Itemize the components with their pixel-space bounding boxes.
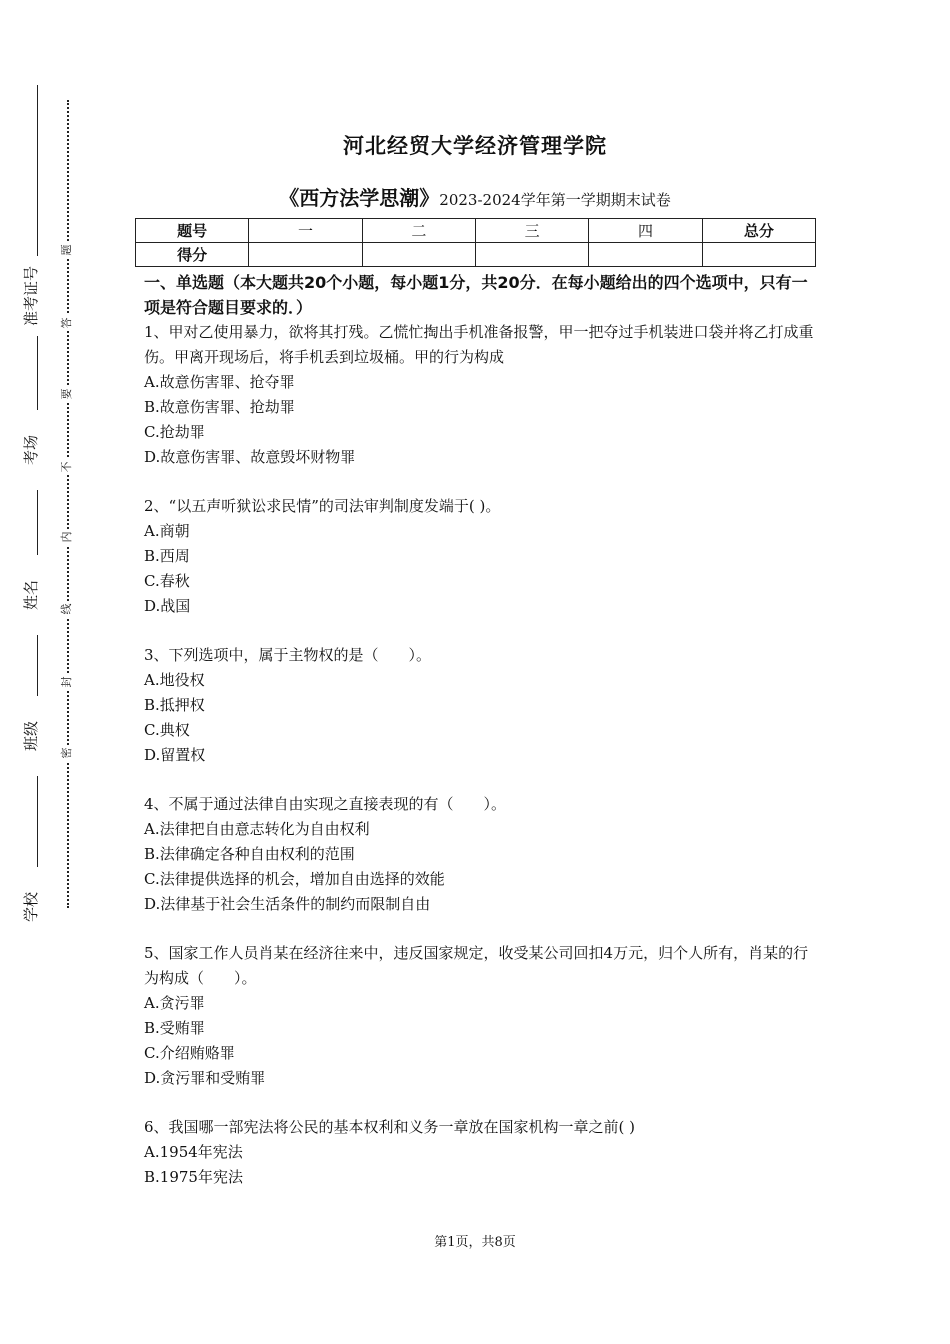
question-option: D.法律基于社会生活条件的制约而限制自由 [144, 895, 431, 913]
question-option: A.1954年宪法 [144, 1143, 243, 1161]
class-label: 班级 [22, 696, 40, 776]
score-cell [249, 243, 362, 267]
score-cell [362, 243, 475, 267]
question-option: B.法律确定各种自由权利的范围 [144, 845, 355, 863]
score-cell [475, 243, 588, 267]
question-1 [144, 320, 816, 470]
seal-char: 不 [60, 459, 74, 475]
binding-margin [0, 0, 100, 1344]
seal-char: 题 [60, 242, 74, 258]
question-option: D.留置权 [144, 746, 206, 764]
score-table [135, 218, 816, 267]
question-option: B.抵押权 [144, 696, 205, 714]
question-stem: 1、甲对乙使用暴力，欲将其打残。乙慌忙掏出手机准备报警，甲一把夺过手机装进口袋并将乙打成重伤。甲离开现场后，将手机丢到垃圾桶。甲的行为构成 [144, 323, 814, 366]
course-name: 《西方法学思潮》 [279, 186, 440, 210]
exam-number-label: 准考证号 [22, 256, 40, 336]
question-option: A.故意伤害罪、抢夺罪 [144, 373, 295, 391]
seal-char: 要 [60, 386, 74, 402]
seal-char: 密 [60, 745, 74, 761]
score-cell: 一 [249, 219, 362, 243]
score-table-score-row [136, 243, 816, 267]
seal-char: 内 [60, 529, 74, 545]
question-stem: 4、不属于通过法律自由实现之直接表现的有（ ）。 [144, 795, 507, 813]
score-cell [702, 243, 815, 267]
question-option: D.贪污罪和受贿罪 [144, 1069, 266, 1087]
question-option: D.战国 [144, 597, 191, 615]
score-cell: 得分 [136, 243, 249, 267]
score-cell [589, 243, 702, 267]
seal-char: 线 [60, 601, 74, 617]
score-cell: 四 [589, 219, 702, 243]
question-option: D.故意伤害罪、故意毁坏财物罪 [144, 448, 356, 466]
name-label: 姓名 [22, 555, 40, 635]
question-option: A.商朝 [144, 522, 190, 540]
page-number: 第1页，共8页 [434, 1235, 516, 1250]
question-option: B.1975年宪法 [144, 1168, 243, 1186]
question-content [144, 270, 816, 1214]
question-option: A.贪污罪 [144, 994, 205, 1012]
seal-char: 答 [60, 315, 74, 331]
question-stem: 6、我国哪一部宪法将公民的基本权利和义务一章放在国家机构一章之前( ) [144, 1118, 636, 1136]
exam-subtitle [140, 182, 810, 211]
question-option: C.抢劫罪 [144, 423, 205, 441]
exam-info: 2023-2024学年第一学期期末试卷 [439, 191, 671, 209]
school-label: 学校 [22, 867, 40, 947]
question-3 [144, 643, 816, 768]
seal-char: 封 [60, 674, 74, 690]
score-cell: 三 [475, 219, 588, 243]
question-4 [144, 792, 816, 917]
question-option: B.西周 [144, 547, 190, 565]
binding-dotted-line [67, 100, 69, 908]
question-option: B.受贿罪 [144, 1019, 205, 1037]
question-2 [144, 494, 816, 619]
question-option: C.法律提供选择的机会，增加自由选择的效能 [144, 870, 445, 888]
question-option: A.地役权 [144, 671, 205, 689]
exam-room-label: 考场 [22, 410, 40, 490]
question-5 [144, 941, 816, 1091]
question-option: C.春秋 [144, 572, 190, 590]
question-option: A.法律把自由意志转化为自由权利 [144, 820, 370, 838]
question-option: C.介绍贿赂罪 [144, 1044, 235, 1062]
binding-solid-line [37, 85, 38, 920]
score-cell: 题号 [136, 219, 249, 243]
question-stem: 2、“以五声听狱讼求民情”的司法审判制度发端于( )。 [144, 497, 501, 515]
section-title: 一、单选题（本大题共20个小题，每小题1分，共20分．在每小题给出的四个选项中，只有一项是符合题目要求的．） [144, 273, 808, 317]
question-stem: 3、下列选项中，属于主物权的是（ ）。 [144, 646, 432, 664]
question-option: C.典权 [144, 721, 190, 739]
question-option: B.故意伤害罪、抢劫罪 [144, 398, 295, 416]
score-table-header-row [136, 219, 816, 243]
question-6 [144, 1115, 816, 1190]
page-title: 河北经贸大学经济管理学院 [343, 134, 607, 158]
score-cell: 总分 [702, 219, 815, 243]
question-stem: 5、国家工作人员肖某在经济往来中，违反国家规定，收受某公司回扣4万元，归个人所有，肖某的行为构成（ ）。 [144, 944, 809, 987]
score-cell: 二 [362, 219, 475, 243]
